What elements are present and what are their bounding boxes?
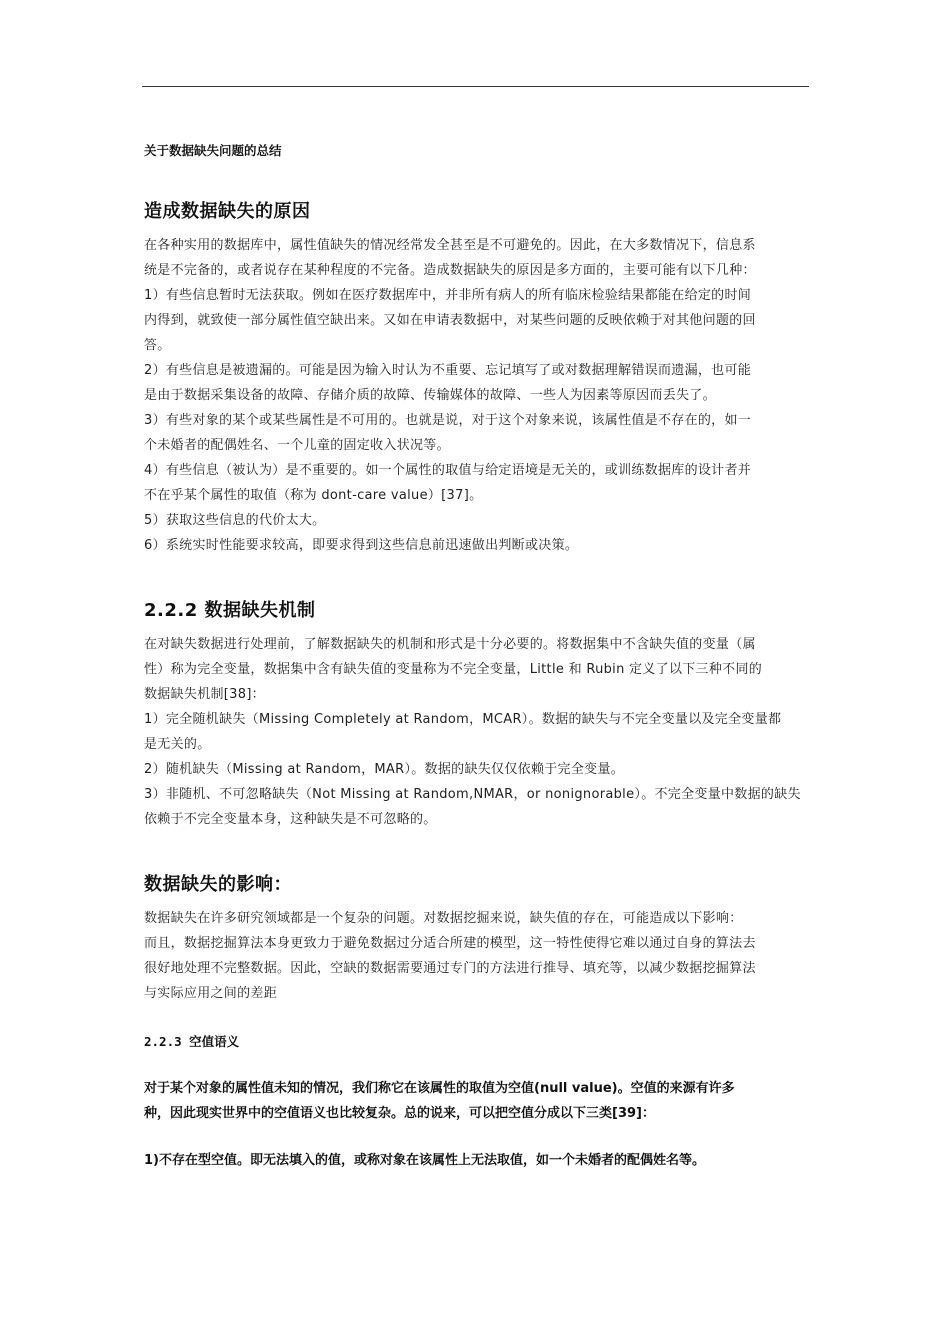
paragraph-line: 3）非随机、不可忽略缺失（Not Missing at Random,NMAR，or nonignorable）。不完全变量中数据的缺失 <box>144 787 801 802</box>
paragraph-line: 1）有些信息暂时无法获取。例如在医疗数据库中，并非所有病人的所有临床检验结果都能在给定的时间 <box>144 288 752 303</box>
paragraph-line: 在各种实用的数据库中，属性值缺失的情况经常发全甚至是不可避免的。因此，在大多数情况下，信息系 <box>144 238 756 253</box>
paragraph-line: 种，因此现实世界中的空值语义也比较复杂。总的说来，可以把空值分成以下三类[39]： <box>144 1106 655 1121</box>
section-heading-null-semantics: 2.2.3 空值语义 <box>144 1034 240 1049</box>
paragraph-line: 是无关的。 <box>144 737 211 752</box>
paragraph-line: 在对缺失数据进行处理前，了解数据缺失的机制和形式是十分必要的。将数据集中不含缺失值的变量（属 <box>144 637 756 652</box>
paragraph-line: 是由于数据采集设备的故障、存储介质的故障、传输媒体的故障、一些人为因素等原因而丢失了。 <box>144 388 716 403</box>
paragraph-line: 不在乎某个属性的取值（称为 dont-care value）[37]。 <box>144 488 483 503</box>
paragraph-line: 依赖于不完全变量本身，这种缺失是不可忽略的。 <box>144 812 437 827</box>
paragraph-line: 性）称为完全变量，数据集中含有缺失值的变量称为不完全变量，Little 和 Rubin 定义了以下三种不同的 <box>144 662 763 677</box>
section-body-impact <box>144 906 808 1006</box>
paragraph-line: 个未婚者的配偶姓名、一个儿童的固定收入状况等。 <box>144 438 450 453</box>
paragraph-line: 很好地处理不完整数据。因此，空缺的数据需要通过专门的方法进行推导、填充等，以减少数据挖掘算法 <box>144 961 756 976</box>
header-rule <box>142 86 809 87</box>
paragraph-line: 4）有些信息（被认为）是不重要的。如一个属性的取值与给定语境是无关的，或训练数据库的设计者并 <box>144 463 752 478</box>
paragraph-line: 与实际应用之间的差距 <box>144 986 278 1001</box>
paragraph-line: 6）系统实时性能要求较高，即要求得到这些信息前迅速做出判断或决策。 <box>144 538 579 553</box>
paragraph-line: 数据缺失在许多研究领域都是一个复杂的问题。对数据挖掘来说，缺失值的存在，可能造成以下影响： <box>144 911 743 926</box>
section-body-mechanism <box>144 632 808 832</box>
section-body-null-semantics <box>144 1076 808 1126</box>
section-heading-mechanism: 2.2.2 数据缺失机制 <box>144 600 316 621</box>
paragraph-line: 2）有些信息是被遗漏的。可能是因为输入时认为不重要、忘记填写了或对数据理解错误而遗漏，也可能 <box>144 363 752 378</box>
section-heading-causes: 造成数据缺失的原因 <box>144 201 311 222</box>
paragraph-line: 2）随机缺失（Missing at Random，MAR）。数据的缺失仅仅依赖于完全变量。 <box>144 762 625 777</box>
section-heading-impact: 数据缺失的影响： <box>144 874 292 895</box>
paragraph-line: 5）获取这些信息的代价太大。 <box>144 513 326 528</box>
paragraph-line: 3）有些对象的某个或某些属性是不可用的。也就是说，对于这个对象来说，该属性值是不存在的，如一 <box>144 413 752 428</box>
paragraph-line: 1）完全随机缺失（Missing Completely at Random，MCAR）。数据的缺失与不完全变量以及完全变量都 <box>144 712 782 727</box>
paragraph-line: 对于某个对象的属性值未知的情况，我们称它在该属性的取值为空值(null value)。空值的来源有许多 <box>144 1081 735 1096</box>
paragraph-line: 答。 <box>144 338 171 353</box>
paragraph-line: 统是不完备的，或者说存在某种程度的不完备。造成数据缺失的原因是多方面的，主要可能有以下几种： <box>144 263 756 278</box>
document-title: 关于数据缺失问题的总结 <box>144 143 282 158</box>
null-type-item: 1)不存在型空值。即无法填入的值，或称对象在该属性上无法取值，如一个未婚者的配偶姓名等。 <box>144 1153 705 1168</box>
paragraph-line: 内得到，就致使一部分属性值空缺出来。又如在申请表数据中，对某些问题的反映依赖于对其他问题的回 <box>144 313 756 328</box>
paragraph-line: 数据缺失机制[38]： <box>144 687 265 702</box>
paragraph-line: 而且，数据挖掘算法本身更致力于避免数据过分适合所建的模型，这一特性使得它难以通过自身的算法去 <box>144 936 756 951</box>
section-body-causes <box>144 233 808 558</box>
